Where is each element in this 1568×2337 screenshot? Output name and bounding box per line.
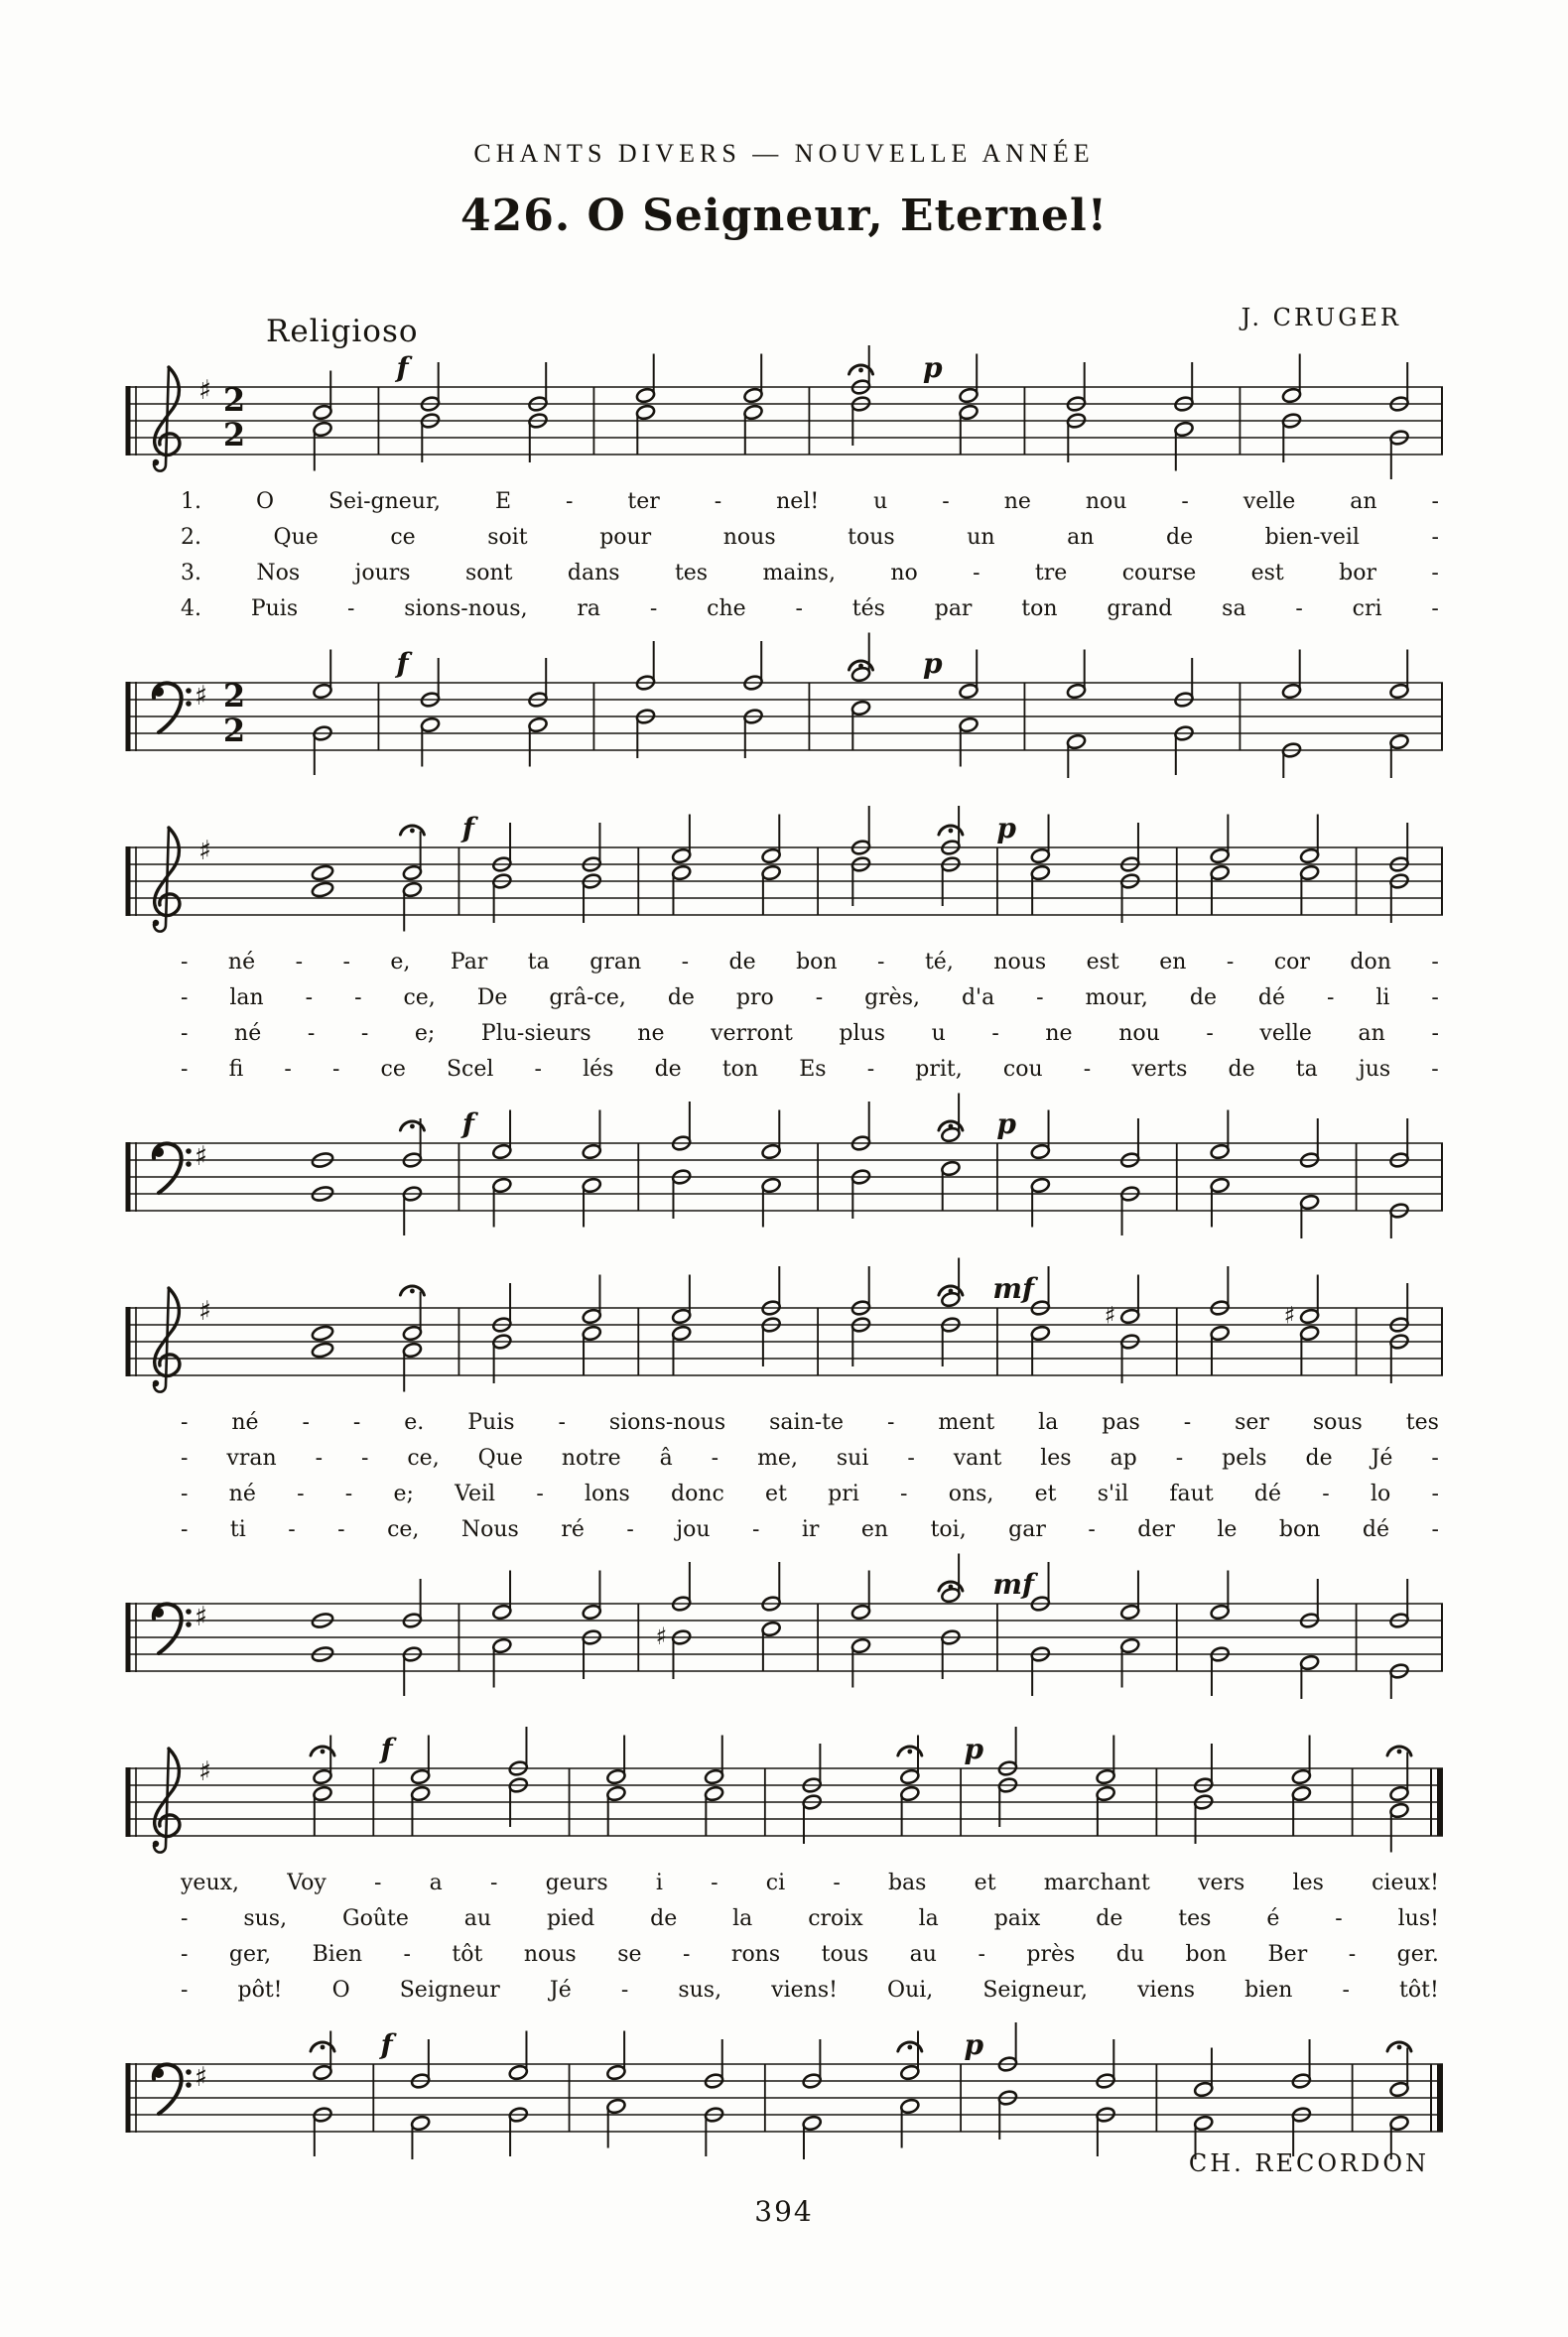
svg-text:♯: ♯ <box>655 1623 668 1650</box>
lyrics-line: - né - - e; Plu-sieurs ne verront plus u - ne nou - velle an - <box>181 1021 1439 1046</box>
svg-text:p: p <box>923 647 943 680</box>
bass-staff <box>119 2011 1449 2159</box>
treble-staff <box>119 333 1449 482</box>
tempo-marking: Religioso <box>266 314 419 349</box>
svg-text:♯: ♯ <box>1283 1301 1296 1330</box>
svg-text:2: 2 <box>222 712 246 749</box>
lyrics-line: - né - - e; Veil - lons donc et pri - ons, et s'il faut dé - lo - <box>181 1482 1439 1506</box>
svg-text:f: f <box>461 812 474 844</box>
svg-text:♯: ♯ <box>198 375 212 406</box>
svg-text:♯: ♯ <box>1104 1301 1116 1330</box>
lyrics-line: - pôt! O Seigneur Jé - sus, viens! Oui, Seigneur, viens bien - tôt! <box>181 1978 1439 2003</box>
svg-text:mf: mf <box>992 1272 1035 1305</box>
svg-text:♯: ♯ <box>198 1756 212 1787</box>
svg-text:2: 2 <box>222 677 246 714</box>
page-number: 394 <box>754 2195 814 2228</box>
lyrics-line: - lan - - ce, De grâ-ce, de pro - grès, d'a - mour, de dé - li - <box>181 985 1439 1010</box>
score-system-3 <box>119 1254 1449 1699</box>
lyrics-line: 1. O Sei-gneur, E - ter - nel! u - ne nou - velle an - <box>181 489 1439 514</box>
lyrics-line: - fi - - ce Scel - lés de ton Es - prit, cou - verts de ta jus - <box>181 1057 1439 1082</box>
svg-text:♯: ♯ <box>198 1296 212 1327</box>
lyrics-line: yeux, Voy - a - geurs i - ci - bas et marchant vers les cieux! <box>181 1871 1439 1895</box>
svg-text:f: f <box>461 1107 474 1140</box>
svg-text:f: f <box>396 647 409 680</box>
lyrics-line: - sus, Goûte au pied de la croix la paix de tes é - lus! <box>181 1906 1439 1931</box>
svg-text:♯: ♯ <box>198 836 212 866</box>
lyrics-line: - vran - - ce, Que notre â - me, sui - vant les ap - pels de Jé - <box>181 1446 1439 1471</box>
svg-text:f: f <box>396 351 409 384</box>
svg-text:p: p <box>996 1107 1016 1140</box>
arranger-credit: CH. RECORDON <box>1188 2149 1429 2177</box>
score <box>119 333 1449 2175</box>
lyrics-line: - ti - - ce, Nous ré - jou - ir en toi, gar - der le bon dé - <box>181 1517 1439 1542</box>
svg-text:f: f <box>380 2028 393 2061</box>
svg-text:f: f <box>380 1733 393 1765</box>
svg-text:p: p <box>964 1733 984 1765</box>
lyrics-block <box>119 1864 1449 2011</box>
svg-text:2: 2 <box>222 381 246 419</box>
lyrics-block <box>119 943 1449 1090</box>
lyrics-line: - ger, Bien - tôt nous se - rons tous au - près du bon Ber - ger. <box>181 1942 1439 1967</box>
treble-staff <box>119 1254 1449 1403</box>
score-system-2 <box>119 794 1449 1238</box>
svg-text:p: p <box>923 351 943 384</box>
lyrics-line: 3. Nos jours sont dans tes mains, no - tre course est bor - <box>181 561 1439 585</box>
lyrics-block <box>119 1403 1449 1550</box>
svg-text:♯: ♯ <box>195 1602 208 1632</box>
score-system-4 <box>119 1715 1449 2159</box>
page-title: 426. O Seigneur, Eternel! <box>459 191 1109 241</box>
svg-text:♯: ♯ <box>195 681 208 712</box>
composer-credit: J. CRUGER <box>1241 304 1401 331</box>
bass-staff <box>119 1090 1449 1238</box>
treble-staff <box>119 1715 1449 1864</box>
svg-text:mf: mf <box>992 1568 1035 1601</box>
svg-text:♯: ♯ <box>195 1141 208 1172</box>
bass-staff <box>119 629 1449 778</box>
svg-text:p: p <box>996 812 1016 844</box>
lyrics-block <box>119 482 1449 629</box>
score-system-1 <box>119 333 1449 778</box>
svg-text:2: 2 <box>222 416 246 454</box>
svg-text:p: p <box>964 2028 984 2061</box>
lyrics-line: 2. Que ce soit pour nous tous un an de bien-veil - <box>181 525 1439 550</box>
running-head: CHANTS DIVERS — NOUVELLE ANNÉE <box>473 139 1095 168</box>
svg-text:♯: ♯ <box>195 2062 208 2093</box>
lyrics-line: - né - - e, Par ta gran - de bon - té, nous est en - cor don - <box>181 950 1439 974</box>
treble-staff <box>119 794 1449 943</box>
lyrics-line: 4. Puis - sions-nous, ra - che - tés par ton grand sa - cri - <box>181 596 1439 621</box>
lyrics-line: - né - - e. Puis - sions-nous sain-te - ment la pas - ser sous tes <box>181 1410 1439 1435</box>
bass-staff <box>119 1550 1449 1699</box>
